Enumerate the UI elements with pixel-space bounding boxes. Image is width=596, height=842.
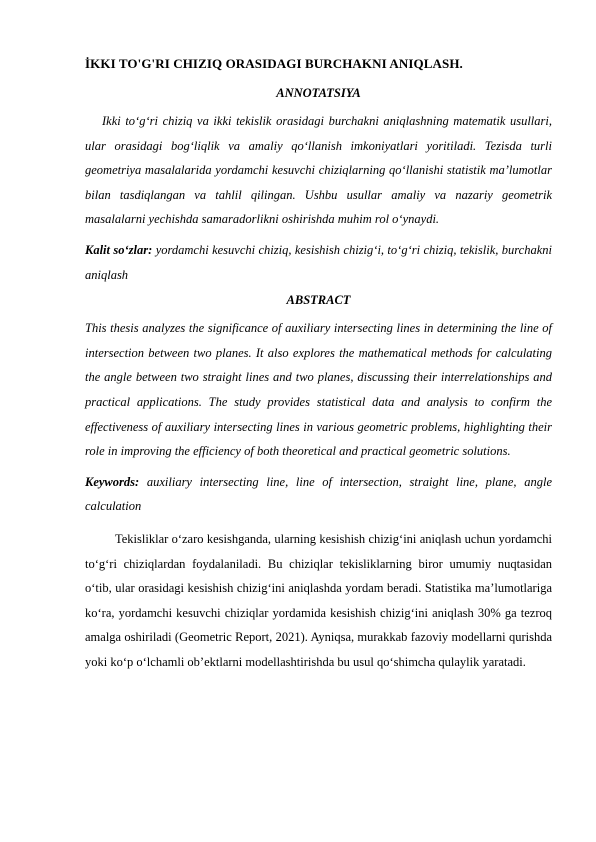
abstract-text: This thesis analyzes the significance of auxiliary intersecting lines in determining the line of intersection between two planes. It also explores the mathematical methods for calculating the angle between two straight lines and two planes, discussing their interrelationships and practical applications. The study provides statistical data and analysis to confirm the effectiveness of auxiliary intersecting lines in various geometric problems, highlighting their role in improving the efficiency of both theoretical and practical geometric solutions. [85,321,552,459]
keywords-uz [85,238,552,287]
annotation-heading: ANNOTATSIYA [276,86,361,100]
paper-title: İKKI TO'G'RI CHIZIQ ORASIDAGI BURCHAKNI ANIQLASH. [85,56,463,71]
abstract-heading: ABSTRACT [286,293,351,308]
keywords-uz-label: Kalit so‘zlar: [85,242,153,257]
keywords-uz-text: yordamchi kesuvchi chiziq, kesishish chizig‘i, to‘g‘ri chiziq, tekislik, burchakni aniqlash [85,242,552,282]
keywords-en [85,470,552,519]
body-paragraph: Tekisliklar o‘zaro kesishganda, ularning kesishish chizig‘ini aniqlash uchun yordamchi to‘g‘ri chiziqlardan foydalaniladi. Bu chiziqlar tekisliklarning biror umumiy nuqtasidan o‘tib, ular orasidagi kesishish chizig‘ini aniqlashda yordam beradi. Statistika ma’lumotlariga ko‘ra, yordamchi kesuvchi chiziqlar yordamida kesishish chizig‘ini aniqlash 30% ga tezroq amalga oshiriladi (Geometric Report, 2021). Ayniqsa, murakkab fazoviy modellarni qurishda yoki ko‘p o‘lchamli ob’ektlarni modellashtirishda bu usul qo‘shimcha qulaylik yaratadi. [85,531,552,669]
annotation-text: Ikki to‘g‘ri chiziq va ikki tekislik orasidagi burchakni aniqlashning matematik usullari, ular orasidagi bog‘liqlik va amaliy qo‘llanish imkoniyatlari yoritiladi. Tezisda turli geometriya masalalarida yordamchi kesuvchi chiziqlarning qo‘llanishi statistik ma’lumotlar bilan tasdiqlangan va tahlil qilingan. Ushbu usullar amaliy va nazariy geometrik masalalarni yechishda samaradorlikni oshirishda muhim rol o‘ynaydi. [85,114,552,227]
keywords-en-label: Keywords: [85,474,140,489]
keywords-en-text: auxiliary intersecting line, line of intersection, straight line, plane, angle calculation [85,474,552,514]
